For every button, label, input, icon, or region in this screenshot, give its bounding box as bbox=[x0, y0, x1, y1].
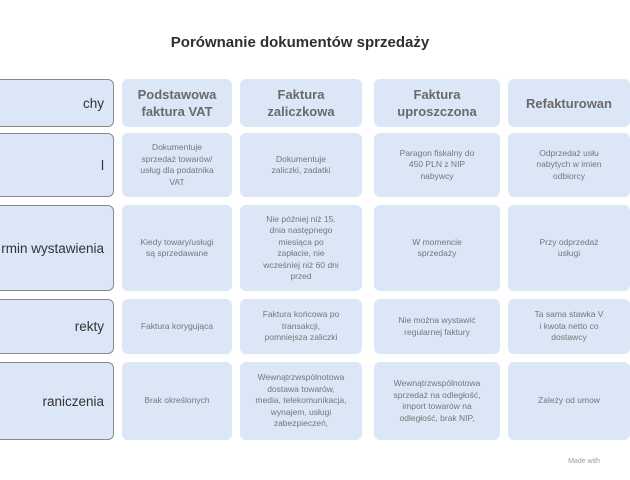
text-line: transakcji, bbox=[281, 320, 321, 331]
text-line: odległość, brak NIP, bbox=[399, 412, 475, 423]
table-cell bbox=[374, 205, 500, 291]
text-line: zabezpieczeń, bbox=[273, 418, 329, 429]
column-header bbox=[508, 79, 630, 127]
text-line: są sprzedawane bbox=[146, 248, 208, 258]
text-line: Faktura korygująca bbox=[140, 320, 214, 331]
text-line: przed bbox=[290, 271, 312, 281]
text-line: sprzedaż na odległość, bbox=[393, 389, 481, 400]
table-cell bbox=[374, 133, 500, 197]
column-header bbox=[122, 79, 232, 127]
text-line: usług dla podatnika bbox=[140, 165, 214, 175]
text-line: regularnej faktury bbox=[404, 326, 470, 337]
table-cell bbox=[508, 299, 630, 354]
table-cell bbox=[508, 362, 630, 440]
table-cell bbox=[122, 299, 232, 354]
text-line: Brak określonych bbox=[144, 395, 210, 406]
table-cell bbox=[508, 205, 630, 291]
table-cell bbox=[122, 362, 232, 440]
made-with-credit: Made with bbox=[568, 458, 600, 465]
text-line: miesiąca po bbox=[278, 236, 324, 247]
text-line: nabytych w imien bbox=[536, 159, 602, 170]
text-line: Dokumentuje bbox=[151, 142, 203, 152]
text-line: dostawcy bbox=[551, 332, 587, 343]
text-line: sprzedaży bbox=[417, 248, 457, 258]
table-cell bbox=[122, 133, 232, 197]
text-line: Kiedy towary/usługi bbox=[140, 236, 214, 247]
row-header: rekty bbox=[0, 299, 114, 354]
column-header bbox=[240, 79, 362, 127]
text-line: nabywcy bbox=[420, 170, 454, 181]
text-line: dnia następnego bbox=[269, 225, 333, 235]
text-line: Paragon fiskalny do bbox=[399, 147, 475, 158]
row-header: rmin wystawienia bbox=[0, 205, 114, 291]
table-cell bbox=[240, 133, 362, 197]
text-line: Nie później niż 15. bbox=[266, 213, 336, 224]
table-cell bbox=[374, 299, 500, 354]
page-title: Porównanie dokumentów sprzedaży bbox=[170, 34, 430, 51]
table-cell bbox=[240, 205, 362, 291]
table-cell bbox=[508, 133, 630, 197]
table-cell bbox=[240, 362, 362, 440]
text-line: faktura VAT bbox=[141, 104, 213, 119]
text-line: Faktura końcowa po bbox=[262, 309, 340, 320]
text-line: zaliczki, zadatki bbox=[271, 165, 331, 175]
text-line: media, telekomunikacja, bbox=[255, 395, 347, 406]
text-line: W momencie bbox=[412, 236, 462, 247]
text-line: Ta sama stawka V bbox=[534, 309, 604, 320]
text-line: Faktura bbox=[413, 87, 461, 102]
text-line: odbiorcy bbox=[552, 170, 586, 181]
text-line: Odprzedaż usłu bbox=[539, 147, 599, 158]
table-cell bbox=[240, 299, 362, 354]
text-line: wcześniej niż 60 dni bbox=[263, 259, 339, 270]
text-line: Nie można wystawić bbox=[398, 315, 476, 325]
text-line: Wewnątrzwspólnotowa bbox=[257, 372, 345, 383]
text-line: i kwota netto co bbox=[539, 320, 599, 331]
text-line: zapłacie, nie bbox=[277, 248, 325, 258]
text-line: zaliczkowa bbox=[267, 104, 335, 119]
text-line: import towarów na bbox=[402, 401, 472, 411]
row-header: chy bbox=[0, 79, 114, 127]
row-header: l bbox=[0, 133, 114, 197]
text-line: 450 PLN z NIP bbox=[408, 159, 466, 170]
row-header: raniczenia bbox=[0, 362, 114, 440]
text-line: Dokumentuje bbox=[275, 153, 327, 164]
text-line: sprzedaż towarów/ bbox=[141, 153, 213, 164]
text-line: Podstawowa bbox=[137, 87, 217, 102]
text-line: Refakturowan bbox=[526, 95, 612, 111]
text-line: wynajem, usługi bbox=[270, 406, 332, 417]
text-line: usługi bbox=[557, 248, 581, 258]
text-line: Faktura bbox=[277, 87, 325, 102]
column-header bbox=[374, 79, 500, 127]
text-line: VAT bbox=[169, 176, 185, 187]
text-line: Przy odprzedaż bbox=[539, 236, 599, 247]
table-cell bbox=[122, 205, 232, 291]
text-line: Zależy od umow bbox=[538, 395, 600, 406]
text-line: Wewnątrzwspólnotowa bbox=[393, 378, 481, 388]
table-cell bbox=[374, 362, 500, 440]
text-line: dostawa towarów, bbox=[267, 383, 335, 394]
text-line: uproszczona bbox=[397, 104, 477, 119]
text-line: pomniejsza zaliczki bbox=[264, 332, 338, 343]
